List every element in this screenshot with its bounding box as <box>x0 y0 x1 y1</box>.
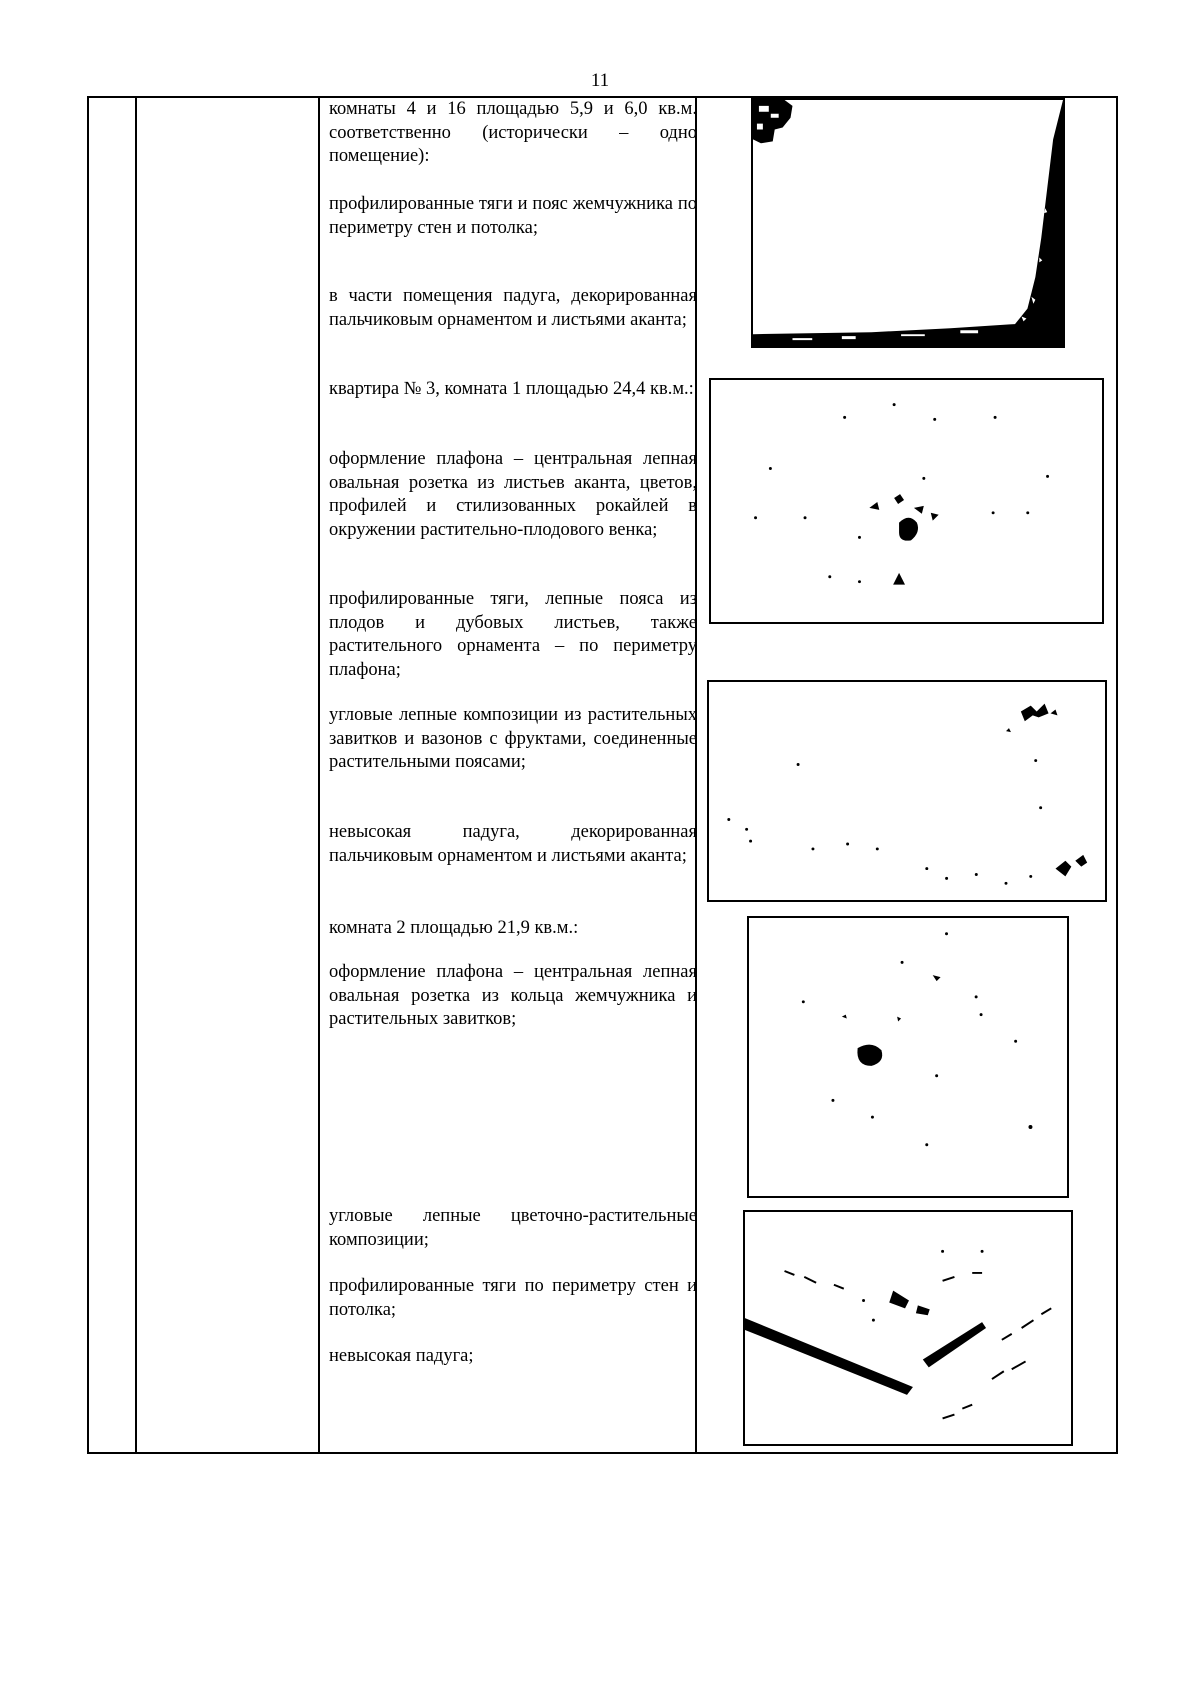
photo-apartment-3-room-1-corner <box>707 680 1107 902</box>
paragraph-floral-corners: угловые лепные цветочно-растительные композиции; <box>329 1206 697 1250</box>
paragraph-perimeter-cornice: профилированные тяги по периметру стен и потолка; <box>329 1276 697 1320</box>
paragraph-rooms-4-16: комнаты 4 и 16 площадью 5,9 и 6,0 кв.м. соответственно (исторически – одно помещение): <box>329 99 697 167</box>
paragraph-belts-fruits-oak: профилированные тяги, лепные пояса из плодов и дубовых листьев, также растительного орнамента – по периметру плафона; <box>329 589 697 680</box>
photos-column <box>695 98 1116 1452</box>
paragraph-room-2: комната 2 площадью 21,9 кв.м.: <box>329 918 579 938</box>
paragraph-padug-acanthus: в части помещения падуга, декорированная пальчиковым орнаментом и листьями аканта; <box>329 286 697 330</box>
heritage-elements-table <box>87 96 1118 1454</box>
paragraph-room-2-rosette: оформление плафона – центральная лепная овальная розетка из кольца жемчужника и растительных завитков; <box>329 962 697 1030</box>
table-column-divider <box>135 98 137 1452</box>
photo-room-2-ceiling <box>747 916 1069 1198</box>
table-column-divider <box>318 98 320 1452</box>
description-column <box>329 98 699 1452</box>
paragraph-corner-compositions: угловые лепные композиции из растительных завитков и вазонов с фруктами, соединенные растительными поясами; <box>329 705 697 773</box>
photo-room-2-corner <box>743 1210 1073 1446</box>
paragraph-low-padug-2: невысокая падуга; <box>329 1346 474 1366</box>
page-number: 11 <box>590 70 610 91</box>
photo-apartment-3-room-1-ceiling <box>709 378 1104 624</box>
paragraph-plafond-rosette: оформление плафона – центральная лепная овальная розетка из листьев аканта, цветов, профилей и стилизованных рокайлей в окружении растительно-плодового венка; <box>329 449 697 540</box>
photo-rooms-4-16-cornice <box>751 98 1065 348</box>
paragraph-cornice-pearl-belt: профилированные тяги и пояс жемчужника по периметру стен и потолка; <box>329 194 697 238</box>
paragraph-low-padug: невысокая падуга, декорированная пальчиковым орнаментом и листьями аканта; <box>329 822 697 866</box>
paragraph-apartment-3-room-1: квартира № 3, комната 1 площадью 24,4 кв.м.: <box>329 379 694 399</box>
